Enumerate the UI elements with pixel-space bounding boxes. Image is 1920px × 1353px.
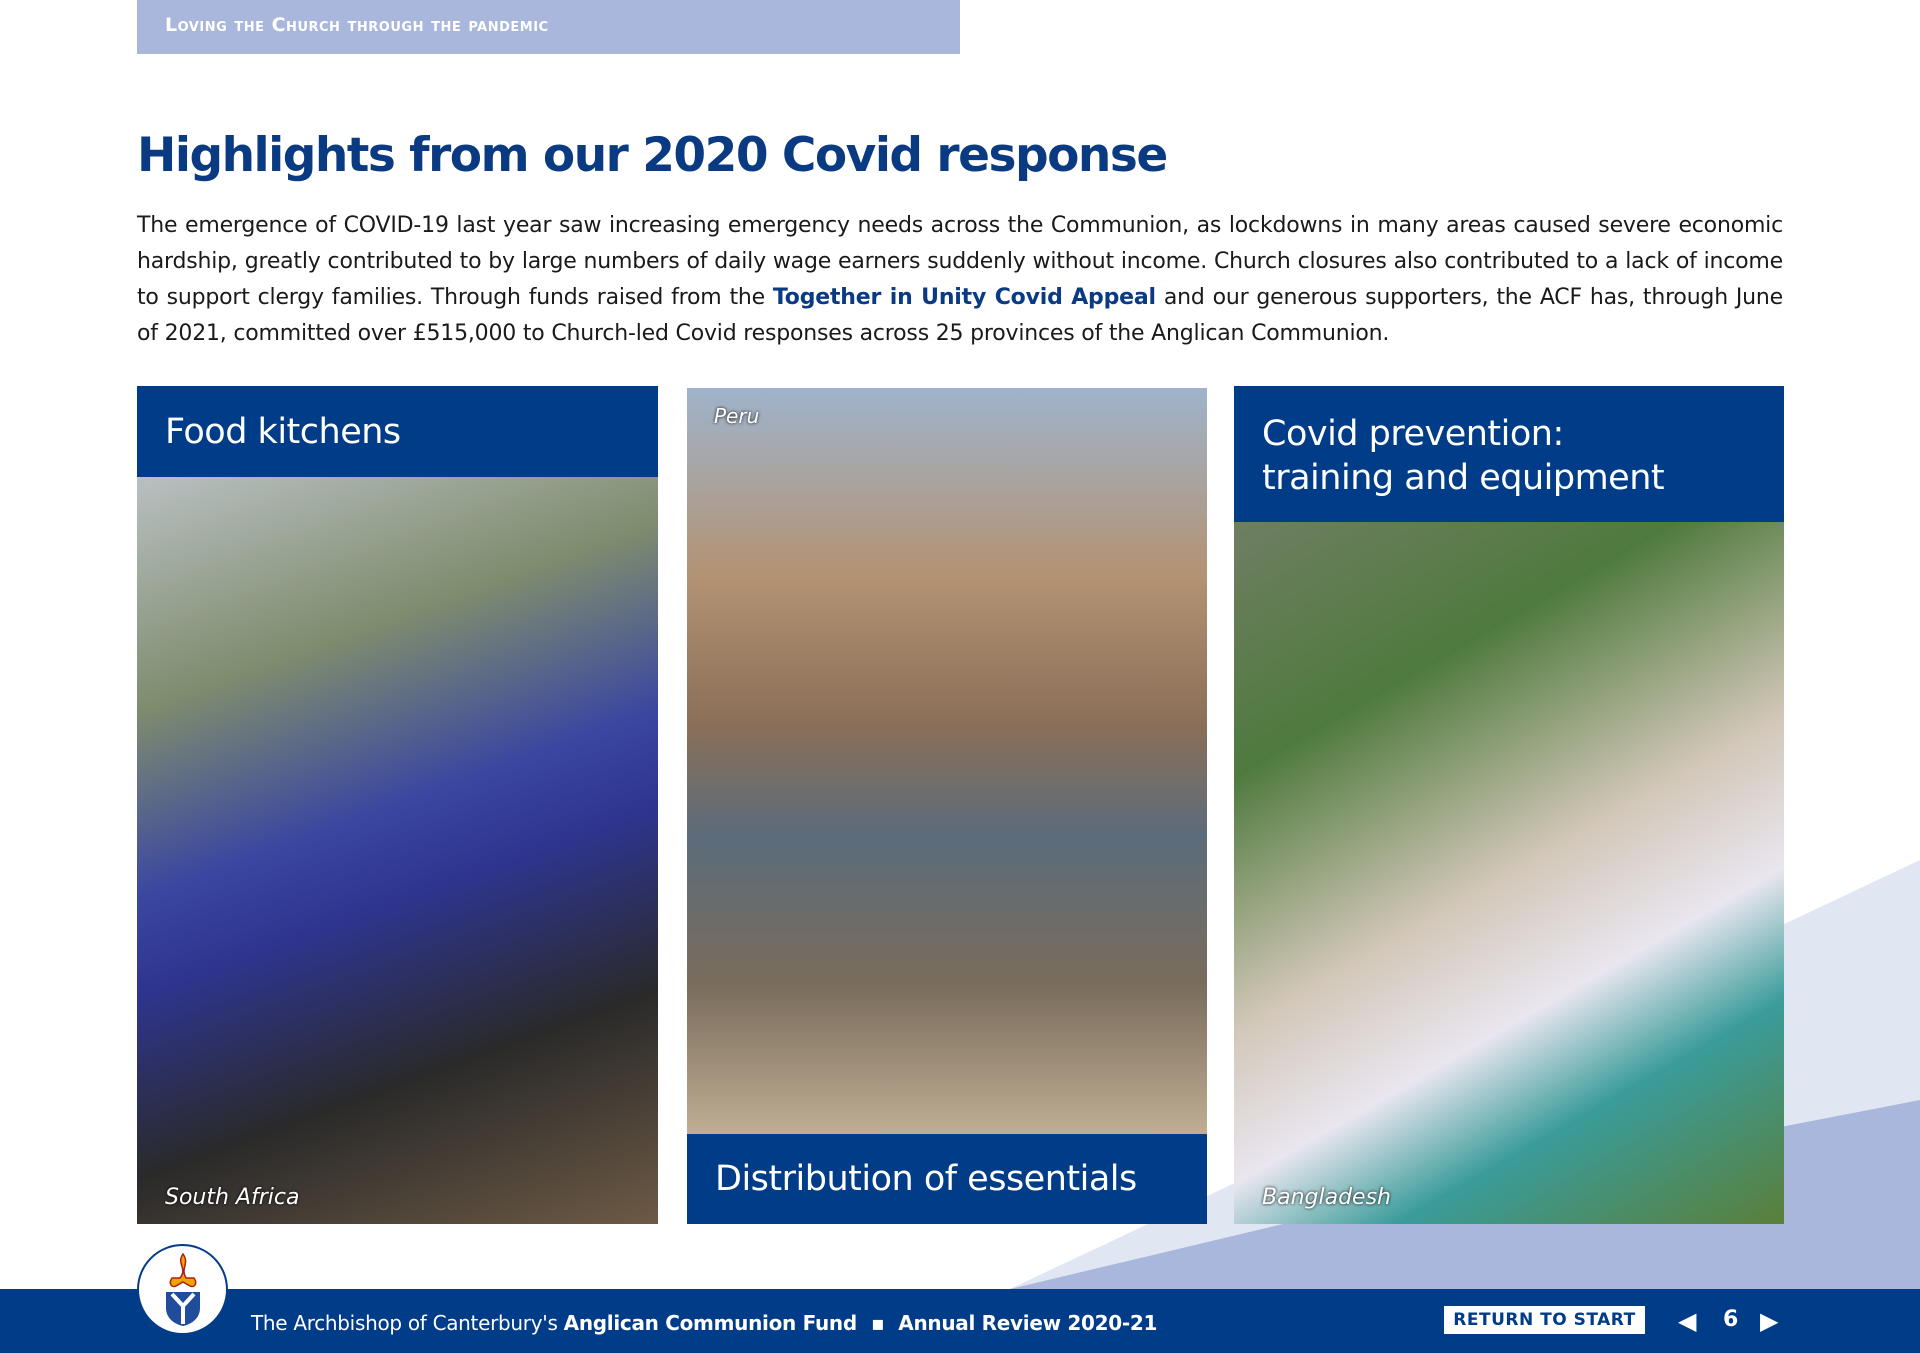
footer-fund: Anglican Communion Fund — [563, 1311, 857, 1335]
footer-text — [251, 1311, 1157, 1335]
page-title: Highlights from our 2020 Covid response — [137, 128, 1167, 183]
appeal-link[interactable]: Together in Unity Covid Appeal — [772, 285, 1156, 310]
panel-distribution — [687, 386, 1207, 1224]
intro-paragraph — [137, 208, 1783, 352]
heading-line: training and equipment — [1262, 458, 1665, 498]
next-page-arrow-icon[interactable]: ▶ — [1760, 1307, 1779, 1335]
section-band — [137, 0, 960, 54]
photo-caption: Bangladesh — [1262, 1185, 1391, 1210]
panel-heading: Food kitchens — [137, 386, 658, 477]
intro-text-end: and our generous supporters, the ACF has, through June of 2021, committed over £515,000 to Church-led Covid responses across 25 provinces of the Anglican Communion. — [137, 285, 1784, 346]
heading-line: Covid prevention: — [1262, 414, 1564, 454]
footer-prefix: The Archbishop of Canterbury's — [251, 1311, 564, 1335]
photo-bangladesh — [1234, 522, 1784, 1224]
intro-text: The emergence of COVID-19 last year saw increasing emergency needs across the Communion, as lockdowns in many areas caused severe economic hardship, greatly contributed to by large numbers of daily wage earners suddenly without income. Church closures also contributed to a lack of income to support clergy families. Through funds raised from the — [137, 213, 1783, 310]
photo-peru — [687, 388, 1207, 1134]
acf-crest-logo — [137, 1244, 228, 1335]
photo-caption: South Africa — [165, 1185, 300, 1210]
panel-covid-prevention — [1234, 386, 1784, 1224]
previous-page-arrow-icon[interactable]: ◀ — [1678, 1307, 1697, 1335]
panel-food-kitchens — [137, 386, 658, 1224]
photo-south-africa — [137, 477, 658, 1224]
return-to-start-button[interactable]: RETURN TO START — [1444, 1306, 1645, 1334]
panel-heading — [1234, 386, 1784, 522]
panel-heading: Distribution of essentials — [687, 1134, 1207, 1224]
footer-review: Annual Review 2020-21 — [898, 1311, 1158, 1335]
page-number: 6 — [1723, 1307, 1739, 1332]
footer-separator: ▪ — [870, 1311, 885, 1335]
section-band-text: Loving the Church through the pandemic — [165, 14, 549, 36]
photo-caption: Peru — [714, 404, 760, 428]
